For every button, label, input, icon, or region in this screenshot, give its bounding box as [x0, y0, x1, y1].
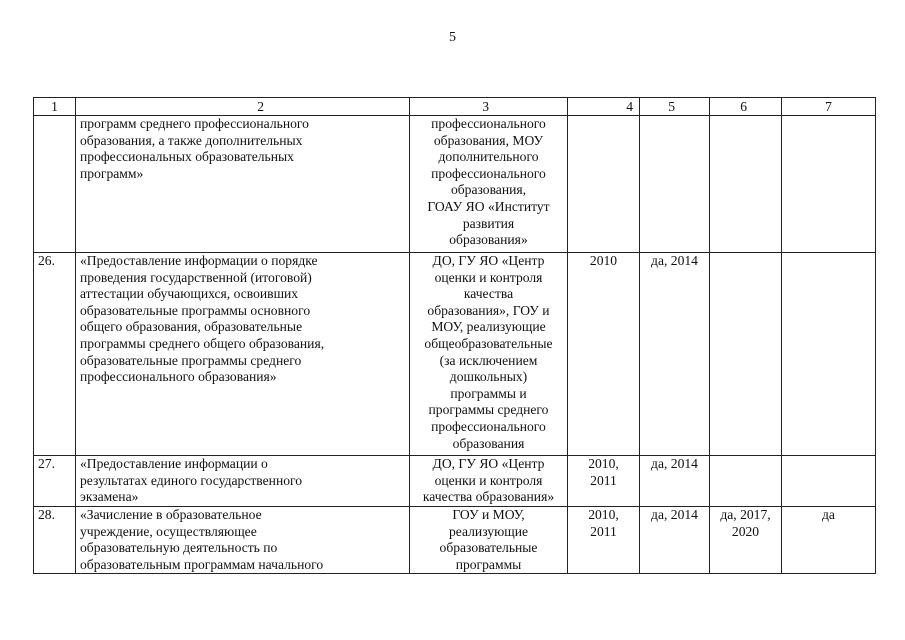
page-number: 5	[449, 30, 456, 45]
col5-cell: да, 2014	[640, 253, 710, 456]
col7-cell: да	[782, 507, 876, 574]
column-header-1: 1	[34, 98, 76, 116]
header-row	[34, 98, 876, 116]
col5-cell: да, 2014	[640, 507, 710, 574]
col4-cell: 2010, 2011	[568, 456, 640, 507]
table-row-28	[34, 507, 876, 574]
col6-cell	[710, 116, 782, 253]
services-table	[33, 97, 876, 574]
table-row-continuation	[34, 116, 876, 253]
responsible-cell: ГОУ и МОУ, реализующие образовательные программы	[410, 507, 568, 574]
row-number: 28.	[34, 507, 76, 574]
service-name-cell: «Предоставление информации о результатах единого государственного экзамена»	[76, 456, 410, 507]
row-number: 26.	[34, 253, 76, 456]
column-header-5: 5	[640, 98, 710, 116]
column-header-7: 7	[782, 98, 876, 116]
responsible-cell: ДО, ГУ ЯО «Центр оценки и контроля качества образования», ГОУ и МОУ, реализующие общеобразовательные (за исключением дошкольных) программы и программы среднего профессионального образования	[410, 253, 568, 456]
col4-cell: 2010	[568, 253, 640, 456]
table-row-26	[34, 253, 876, 456]
col6-cell	[710, 456, 782, 507]
column-header-2: 2	[76, 98, 410, 116]
table-row-27	[34, 456, 876, 507]
col7-cell	[782, 456, 876, 507]
row-number: 27.	[34, 456, 76, 507]
col7-cell	[782, 116, 876, 253]
service-name-cell: «Предоставление информации о порядке проведения государственной (итоговой) аттестации обучающихся, освоивших образовательные программы основного общего образования, образовательные программы среднего общего образования, образовательные программы среднего профессионального образования»	[76, 253, 410, 456]
col6-cell	[710, 253, 782, 456]
col4-cell: 2010, 2011	[568, 507, 640, 574]
col5-cell: да, 2014	[640, 456, 710, 507]
service-name-cell: «Зачисление в образовательное учреждение, осуществляющее образовательную деятельность по образовательным программам начального	[76, 507, 410, 574]
col4-cell	[568, 116, 640, 253]
col5-cell	[640, 116, 710, 253]
service-name-cell: программ среднего профессионального образования, а также дополнительных профессиональных образовательных программ»	[76, 116, 410, 253]
column-header-6: 6	[710, 98, 782, 116]
responsible-cell: профессионального образования, МОУ дополнительного профессионального образования, ГОАУ ЯО «Институт развития образования»	[410, 116, 568, 253]
row-number	[34, 116, 76, 253]
column-header-4: 4	[568, 98, 640, 116]
column-header-3: 3	[410, 98, 568, 116]
col7-cell	[782, 253, 876, 456]
col6-cell: да, 2017, 2020	[710, 507, 782, 574]
responsible-cell: ДО, ГУ ЯО «Центр оценки и контроля качества образования»	[410, 456, 568, 507]
